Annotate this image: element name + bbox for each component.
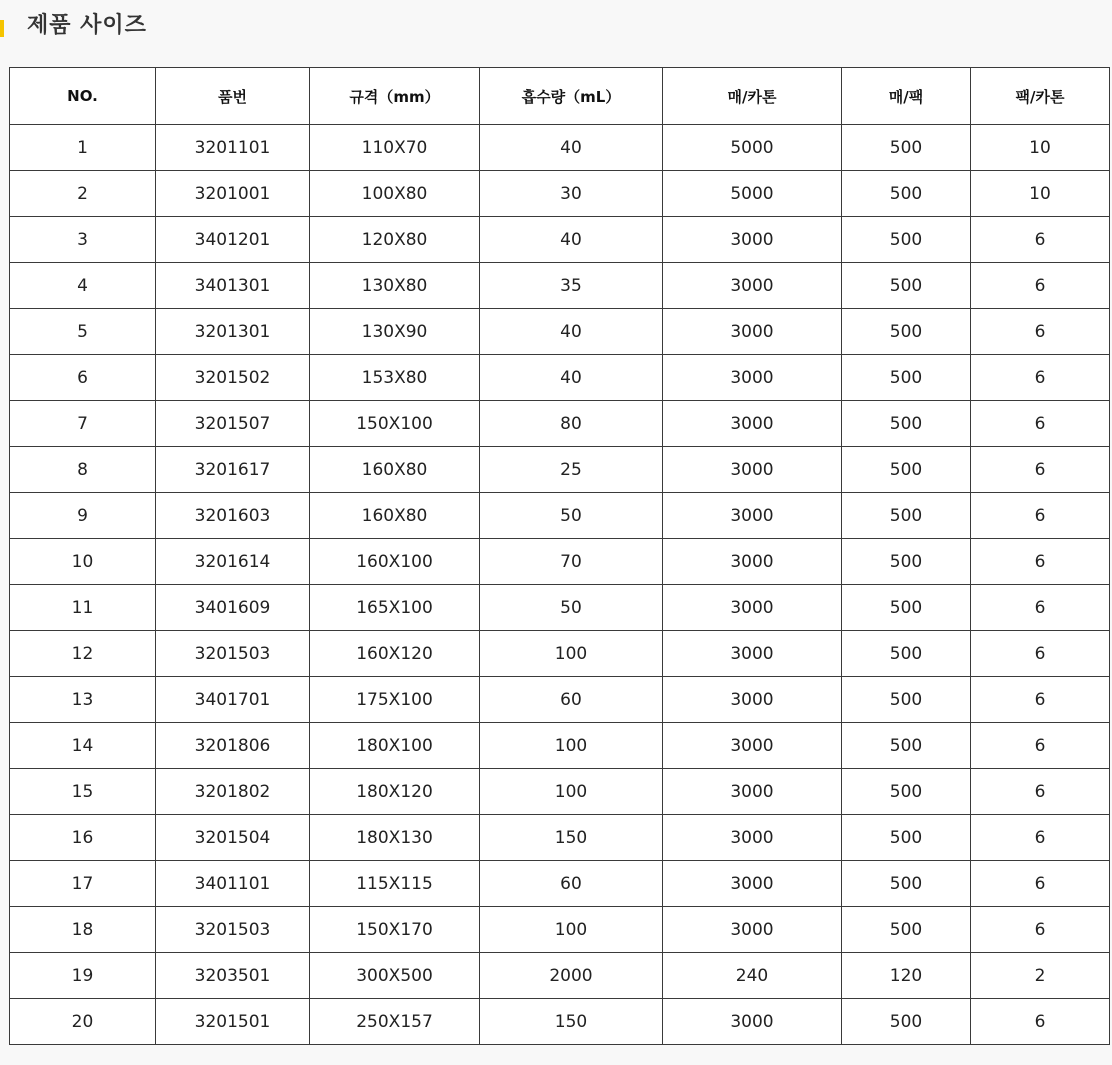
cell-col-no: 3 [10, 217, 156, 263]
cell-col-sheets-per-carton: 3000 [663, 723, 842, 769]
cell-col-packs-per-carton: 6 [971, 631, 1110, 677]
cell-col-sheets-per-carton: 3000 [663, 861, 842, 907]
cell-col-size: 110X70 [310, 125, 480, 171]
cell-col-part-number: 3201802 [156, 769, 310, 815]
cell-col-sheets-per-carton: 3000 [663, 447, 842, 493]
table-header-row [10, 68, 1110, 125]
cell-col-sheets-per-carton: 3000 [663, 309, 842, 355]
cell-col-sheets-per-carton: 3000 [663, 355, 842, 401]
cell-col-part-number: 3203501 [156, 953, 310, 999]
cell-col-packs-per-carton: 6 [971, 769, 1110, 815]
table-row [10, 539, 1110, 585]
table-header [10, 68, 1110, 125]
table-row [10, 493, 1110, 539]
cell-col-sheets-per-carton: 5000 [663, 171, 842, 217]
cell-col-no: 4 [10, 263, 156, 309]
cell-col-no: 20 [10, 999, 156, 1045]
cell-col-part-number: 3401201 [156, 217, 310, 263]
cell-col-sheets-per-pack: 500 [842, 999, 971, 1045]
table-row [10, 401, 1110, 447]
cell-col-no: 9 [10, 493, 156, 539]
cell-col-absorbency: 150 [480, 999, 663, 1045]
cell-col-part-number: 3201001 [156, 171, 310, 217]
cell-col-sheets-per-carton: 3000 [663, 999, 842, 1045]
cell-col-sheets-per-pack: 500 [842, 815, 971, 861]
cell-col-size: 153X80 [310, 355, 480, 401]
cell-col-packs-per-carton: 6 [971, 217, 1110, 263]
table-row [10, 861, 1110, 907]
header-col-no: NO. [10, 68, 156, 125]
cell-col-sheets-per-pack: 500 [842, 769, 971, 815]
header-col-sheets-per-carton: 매/카톤 [663, 68, 842, 125]
table-row [10, 677, 1110, 723]
cell-col-size: 160X100 [310, 539, 480, 585]
cell-col-absorbency: 80 [480, 401, 663, 447]
cell-col-packs-per-carton: 6 [971, 585, 1110, 631]
cell-col-sheets-per-pack: 120 [842, 953, 971, 999]
cell-col-packs-per-carton: 6 [971, 815, 1110, 861]
cell-col-part-number: 3201614 [156, 539, 310, 585]
title-accent-bar [0, 20, 4, 37]
cell-col-part-number: 3201507 [156, 401, 310, 447]
table-body [10, 125, 1110, 1045]
cell-col-absorbency: 40 [480, 309, 663, 355]
cell-col-sheets-per-pack: 500 [842, 631, 971, 677]
table-row [10, 309, 1110, 355]
cell-col-absorbency: 2000 [480, 953, 663, 999]
cell-col-no: 12 [10, 631, 156, 677]
table-row [10, 907, 1110, 953]
cell-col-size: 180X130 [310, 815, 480, 861]
cell-col-size: 120X80 [310, 217, 480, 263]
table-row [10, 723, 1110, 769]
table-row [10, 815, 1110, 861]
cell-col-no: 16 [10, 815, 156, 861]
table-row [10, 355, 1110, 401]
cell-col-size: 250X157 [310, 999, 480, 1045]
cell-col-size: 180X120 [310, 769, 480, 815]
table-row [10, 631, 1110, 677]
cell-col-packs-per-carton: 6 [971, 999, 1110, 1045]
cell-col-absorbency: 60 [480, 861, 663, 907]
cell-col-absorbency: 70 [480, 539, 663, 585]
cell-col-sheets-per-pack: 500 [842, 447, 971, 493]
cell-col-packs-per-carton: 10 [971, 125, 1110, 171]
cell-col-sheets-per-carton: 3000 [663, 493, 842, 539]
cell-col-no: 10 [10, 539, 156, 585]
cell-col-part-number: 3401301 [156, 263, 310, 309]
cell-col-absorbency: 100 [480, 723, 663, 769]
cell-col-sheets-per-carton: 5000 [663, 125, 842, 171]
cell-col-part-number: 3401701 [156, 677, 310, 723]
cell-col-part-number: 3201501 [156, 999, 310, 1045]
cell-col-no: 7 [10, 401, 156, 447]
cell-col-sheets-per-carton: 3000 [663, 217, 842, 263]
cell-col-packs-per-carton: 6 [971, 907, 1110, 953]
cell-col-size: 100X80 [310, 171, 480, 217]
cell-col-absorbency: 150 [480, 815, 663, 861]
cell-col-sheets-per-carton: 3000 [663, 585, 842, 631]
product-size-table-wrapper [9, 67, 1109, 1045]
cell-col-sheets-per-pack: 500 [842, 539, 971, 585]
cell-col-packs-per-carton: 6 [971, 861, 1110, 907]
cell-col-sheets-per-pack: 500 [842, 171, 971, 217]
cell-col-packs-per-carton: 6 [971, 401, 1110, 447]
cell-col-sheets-per-pack: 500 [842, 309, 971, 355]
cell-col-part-number: 3201503 [156, 907, 310, 953]
cell-col-absorbency: 40 [480, 217, 663, 263]
cell-col-sheets-per-carton: 3000 [663, 677, 842, 723]
cell-col-absorbency: 50 [480, 585, 663, 631]
cell-col-absorbency: 30 [480, 171, 663, 217]
cell-col-absorbency: 50 [480, 493, 663, 539]
cell-col-no: 5 [10, 309, 156, 355]
cell-col-no: 17 [10, 861, 156, 907]
cell-col-part-number: 3401101 [156, 861, 310, 907]
table-row [10, 263, 1110, 309]
cell-col-size: 130X80 [310, 263, 480, 309]
cell-col-size: 175X100 [310, 677, 480, 723]
cell-col-no: 19 [10, 953, 156, 999]
cell-col-no: 2 [10, 171, 156, 217]
cell-col-no: 8 [10, 447, 156, 493]
cell-col-part-number: 3201301 [156, 309, 310, 355]
cell-col-sheets-per-pack: 500 [842, 493, 971, 539]
table-row [10, 217, 1110, 263]
cell-col-packs-per-carton: 2 [971, 953, 1110, 999]
header-col-part-number: 품번 [156, 68, 310, 125]
cell-col-size: 115X115 [310, 861, 480, 907]
table-row [10, 953, 1110, 999]
cell-col-packs-per-carton: 6 [971, 309, 1110, 355]
cell-col-sheets-per-carton: 3000 [663, 815, 842, 861]
cell-col-packs-per-carton: 6 [971, 355, 1110, 401]
cell-col-sheets-per-pack: 500 [842, 401, 971, 447]
cell-col-no: 11 [10, 585, 156, 631]
cell-col-absorbency: 100 [480, 769, 663, 815]
cell-col-part-number: 3201502 [156, 355, 310, 401]
cell-col-sheets-per-carton: 240 [663, 953, 842, 999]
cell-col-sheets-per-pack: 500 [842, 907, 971, 953]
table-row [10, 171, 1110, 217]
cell-col-sheets-per-pack: 500 [842, 723, 971, 769]
cell-col-part-number: 3201101 [156, 125, 310, 171]
section-header [0, 10, 1112, 42]
cell-col-size: 130X90 [310, 309, 480, 355]
cell-col-no: 15 [10, 769, 156, 815]
cell-col-sheets-per-carton: 3000 [663, 263, 842, 309]
table-row [10, 585, 1110, 631]
cell-col-sheets-per-pack: 500 [842, 585, 971, 631]
cell-col-size: 180X100 [310, 723, 480, 769]
cell-col-part-number: 3201806 [156, 723, 310, 769]
cell-col-absorbency: 25 [480, 447, 663, 493]
cell-col-no: 6 [10, 355, 156, 401]
header-col-sheets-per-pack: 매/팩 [842, 68, 971, 125]
cell-col-absorbency: 40 [480, 355, 663, 401]
cell-col-sheets-per-carton: 3000 [663, 401, 842, 447]
cell-col-no: 13 [10, 677, 156, 723]
cell-col-no: 18 [10, 907, 156, 953]
product-size-table [9, 67, 1110, 1045]
table-row [10, 999, 1110, 1045]
header-col-absorbency: 흡수량（mL） [480, 68, 663, 125]
table-row [10, 125, 1110, 171]
cell-col-absorbency: 60 [480, 677, 663, 723]
cell-col-sheets-per-pack: 500 [842, 355, 971, 401]
cell-col-sheets-per-pack: 500 [842, 861, 971, 907]
cell-col-size: 150X100 [310, 401, 480, 447]
cell-col-absorbency: 100 [480, 631, 663, 677]
cell-col-packs-per-carton: 6 [971, 493, 1110, 539]
cell-col-size: 160X80 [310, 447, 480, 493]
cell-col-size: 165X100 [310, 585, 480, 631]
cell-col-packs-per-carton: 6 [971, 677, 1110, 723]
cell-col-packs-per-carton: 10 [971, 171, 1110, 217]
cell-col-sheets-per-pack: 500 [842, 125, 971, 171]
table-row [10, 447, 1110, 493]
cell-col-part-number: 3201504 [156, 815, 310, 861]
cell-col-no: 1 [10, 125, 156, 171]
cell-col-sheets-per-carton: 3000 [663, 769, 842, 815]
cell-col-size: 300X500 [310, 953, 480, 999]
cell-col-sheets-per-carton: 3000 [663, 539, 842, 585]
cell-col-part-number: 3201603 [156, 493, 310, 539]
cell-col-sheets-per-carton: 3000 [663, 631, 842, 677]
section-title: 제품 사이즈 [27, 13, 147, 38]
cell-col-size: 160X80 [310, 493, 480, 539]
table-row [10, 769, 1110, 815]
cell-col-absorbency: 100 [480, 907, 663, 953]
cell-col-absorbency: 40 [480, 125, 663, 171]
cell-col-part-number: 3201617 [156, 447, 310, 493]
cell-col-packs-per-carton: 6 [971, 723, 1110, 769]
cell-col-size: 160X120 [310, 631, 480, 677]
cell-col-absorbency: 35 [480, 263, 663, 309]
header-col-packs-per-carton: 팩/카톤 [971, 68, 1110, 125]
cell-col-sheets-per-pack: 500 [842, 217, 971, 263]
cell-col-packs-per-carton: 6 [971, 539, 1110, 585]
cell-col-packs-per-carton: 6 [971, 447, 1110, 493]
cell-col-sheets-per-pack: 500 [842, 677, 971, 723]
cell-col-sheets-per-pack: 500 [842, 263, 971, 309]
cell-col-no: 14 [10, 723, 156, 769]
cell-col-sheets-per-carton: 3000 [663, 907, 842, 953]
cell-col-packs-per-carton: 6 [971, 263, 1110, 309]
header-col-size: 규격（mm） [310, 68, 480, 125]
cell-col-part-number: 3401609 [156, 585, 310, 631]
cell-col-size: 150X170 [310, 907, 480, 953]
cell-col-part-number: 3201503 [156, 631, 310, 677]
